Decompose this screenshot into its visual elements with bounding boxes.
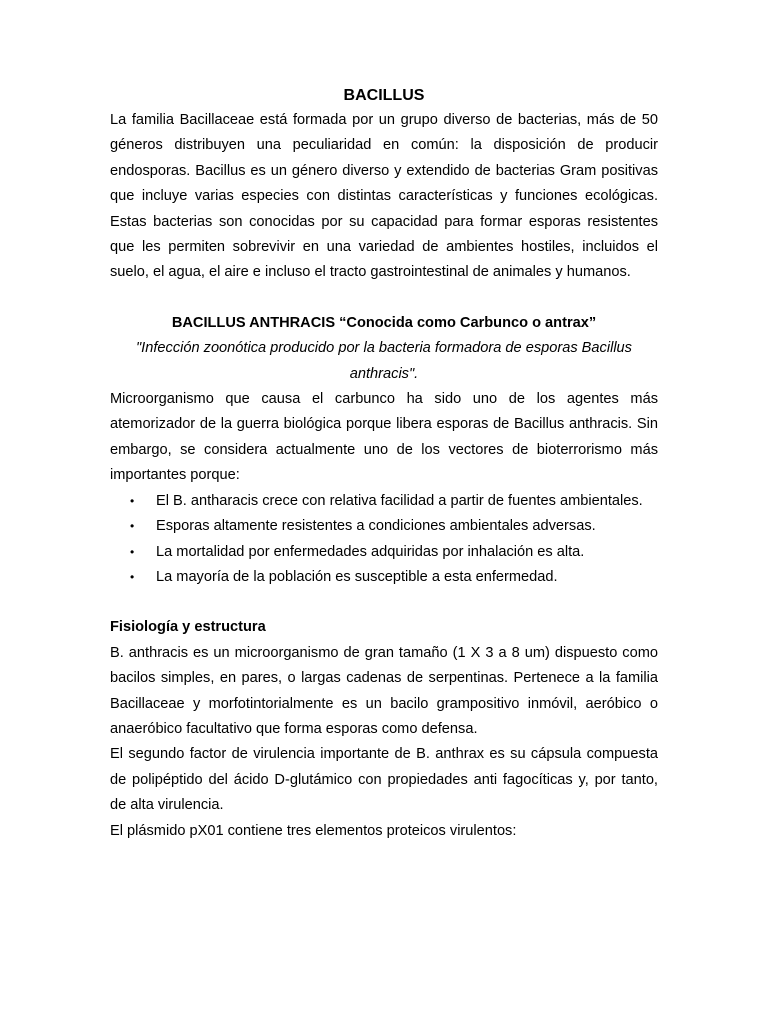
physiology-paragraph-2: El segundo factor de virulencia importante de B. anthrax es su cápsula compuesta de polipéptido del ácido D-glutámico con propiedades anti fagocíticas y, por tanto, de alta virulencia. xyxy=(110,746,658,814)
anthracis-quote: "Infección zoonótica producido por la bacteria formadora de esporas Bacillus anthracis". xyxy=(136,340,632,382)
list-item xyxy=(110,489,658,514)
anthracis-heading: BACILLUS ANTHRACIS “Conocida como Carbunco o antrax” xyxy=(171,314,597,331)
spacer xyxy=(110,590,658,615)
list-item-text: El B. antharacis crece con relativa facilidad a partir de fuentes ambientales. xyxy=(156,492,643,509)
list-item xyxy=(110,514,658,539)
list-item-text: La mayoría de la población es susceptible a esta enfermedad. xyxy=(156,568,558,585)
physiology-paragraph-1: B. anthracis es un microorganismo de gran tamaño (1 X 3 a 8 um) dispuesto como bacilos simples, en pares, o largas cadenas de serpentinas. Pertenece a la familia Bacillaceae y morfotintorialmente es un bacilo grampositivo inmóvil, aeróbico o anaeróbico facultativo que forma esporas como defensa. xyxy=(110,644,658,737)
spacer xyxy=(110,286,658,311)
list-item-text: La mortalidad por enfermedades adquiridas por inhalación es alta. xyxy=(156,543,585,560)
document-title: BACILLUS xyxy=(343,87,425,104)
physiology-paragraph-3: El plásmido pX01 contiene tres elementos proteicos virulentos: xyxy=(110,822,517,839)
list-item xyxy=(110,565,658,590)
list-item xyxy=(110,540,658,565)
bullet-icon: • xyxy=(130,519,135,534)
anthracis-bullet-list xyxy=(110,489,658,591)
bullet-icon: • xyxy=(130,569,135,584)
document-page xyxy=(110,84,658,844)
anthracis-paragraph: Microorganismo que causa el carbunco ha sido uno de los agentes más atemorizador de la guerra biológica porque libera esporas de Bacillus anthracis. Sin embargo, se considera actualmente uno de los vectores de bioterrorismo más importantes porque: xyxy=(110,391,658,484)
intro-paragraph: La familia Bacillaceae está formada por un grupo diverso de bacterias, más de 50 géneros distribuyen una peculiaridad en común: la disposición de producir endosporas. Bacillus es un género diverso y extendido de bacterias Gram positivas que incluye varias especies con distintas características y funciones ecológicas. Estas bacterias son conocidas por su capacidad para formar esporas resistentes que les permiten sobrevivir en una variedad de ambientes hostiles, incluidos el suelo, el agua, el aire e incluso el tracto gastrointestinal de animales y humanos. xyxy=(110,112,658,281)
bullet-icon: • xyxy=(130,544,135,559)
bullet-icon: • xyxy=(130,493,135,508)
list-item-text: Esporas altamente resistentes a condiciones ambientales adversas. xyxy=(156,518,596,535)
physiology-heading: Fisiología y estructura xyxy=(110,619,266,636)
